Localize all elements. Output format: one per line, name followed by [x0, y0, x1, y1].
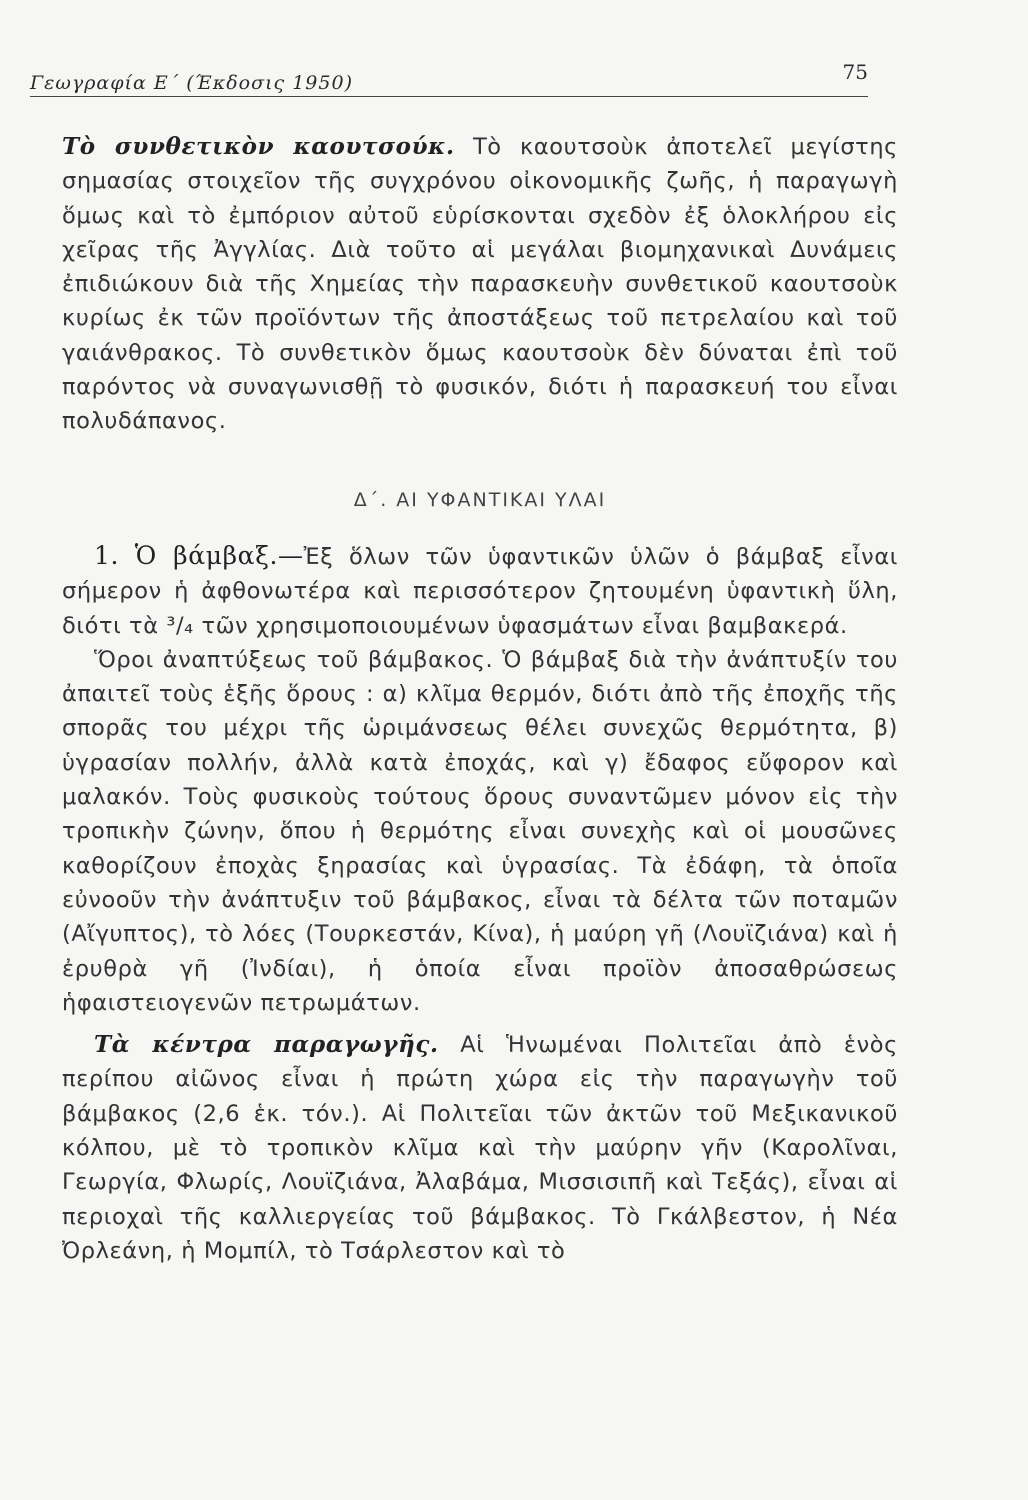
cotton-intro-paragraph	[62, 539, 898, 643]
synthetic-rubber-paragraph	[62, 130, 898, 439]
page-number: 75	[842, 60, 868, 84]
cotton-intro-text: Ἐξ ὅλων τῶν ὑφαντικῶν ὑλῶν ὁ βάμβαξ εἶναι σήμερον ἡ ἀφθονωτέρα καὶ περισσότερον ζητουμένη ὑφαντικὴ ὕλη, διότι τὰ ³/₄ τῶν χρησιμοποιουμένων ὑφασμάτων εἶναι βαμβακερά.	[62, 543, 898, 639]
cotton-title: Ὁ βάμβαξ.—	[134, 540, 304, 570]
cotton-conditions-paragraph: Ὅροι ἀναπτύξεως τοῦ βάμβακος. Ὁ βάμβαξ διὰ τὴν ἀνάπτυξίν του ἀπαιτεῖ τοὺς ἑξῆς ὅρους : α) κλῖμα θερμόν, διότι ἀπὸ τῆς ἐποχῆς τῆς σπορᾶς του μέχρι τῆς ὡριμάνσεως θέλει συνεχῶς θερμότητα, β) ὑγρασίαν πολλήν, ἀλλὰ κατὰ ἐποχάς, καὶ γ) ἔδαφος εὔφορον καὶ μαλακόν. Τοὺς φυσικοὺς τούτους ὅρους συναντῶμεν μόνον εἰς τὴν τροπικὴν ζώνην, ὅπου ἡ θερμότης εἶναι συνεχὴς καὶ οἱ μουσῶνες καθορίζουν ἐποχὰς ξηρασίας καὶ ὑγρασίας. Τὰ ἐδάφη, τὰ ὁποῖα εὐνοοῦν τὴν ἀνάπτυξιν τοῦ βάμβακος, εἶναι τὰ δέλτα τῶν ποταμῶν (Αἴγυπτος), τὸ λόες (Τουρκεστάν, Κίνα), ἡ μαύρη γῆ (Λουϊζιάνα) καὶ ἡ ἐρυθρὰ γῆ (Ἰνδίαι), ἡ ὁποία εἶναι προϊὸν ἀποσαθρώσεως ἡφαιστειογενῶν πετρωμάτων.	[62, 646, 898, 1016]
section-heading: Δ΄. ΑΙ ΥΦΑΝΤΙΚΑΙ ΥΛΑΙ	[353, 488, 607, 511]
page-header	[30, 60, 868, 97]
production-paragraph	[62, 1028, 898, 1268]
cotton-number: 1.	[94, 540, 120, 570]
production-heading: Τὰ κέντρα παραγωγῆς.	[94, 1031, 439, 1059]
synthetic-rubber-heading: Τὸ συνθετικὸν καουτσούκ.	[62, 133, 455, 160]
running-title: Γεωγραφία Ε΄ (Έκδοσις 1950)	[30, 72, 353, 94]
synthetic-rubber-text: Τὸ καουτσοὺκ ἀποτελεῖ μεγίστης σημασίας στοιχεῖον τῆς συγχρόνου οἰκονομικῆς ζωῆς, ἡ παραγωγὴ ὅμως καὶ τὸ ἐμπόριον αὐτοῦ εὑρίσκονται σχεδὸν ἐξ ὁλοκλήρου εἰς χεῖρας τῆς Ἀγγλίας. Διὰ τοῦτο αἱ μεγάλαι βιομηχανικαὶ Δυνάμεις ἐπιδιώκουν διὰ τῆς Χημείας τὴν παρασκευὴν συνθετικοῦ καουτσοὺκ κυρίως ἐκ τῶν προϊόντων τῆς ἀποστάξεως τοῦ πετρελαίου καὶ τοῦ γαιάνθρακος. Τὸ συνθετικὸν ὅμως καουτσοὺκ δὲν δύναται ἐπὶ τοῦ παρόντος νὰ συναγωνισθῇ τὸ φυσικόν, διότι ἡ παρασκευή του εἶναι πολυδάπανος.	[62, 134, 898, 435]
page-body	[62, 130, 898, 1268]
production-text: Αἱ Ἡνωμέναι Πολιτεῖαι ἀπὸ ἑνὸς περίπου αἰῶνος εἶναι ἡ πρώτη χώρα εἰς τὴν παραγωγὴν τοῦ βάμβακος (2,6 ἑκ. τόν.). Αἱ Πολιτεῖαι τῶν ἀκτῶν τοῦ Μεξικανικοῦ κόλπου, μὲ τὸ τροπικὸν κλῖμα καὶ τὴν μαύρην γῆν (Καρολῖναι, Γεωργία, Φλωρίς, Λουϊζιάνα, Ἀλαβάμα, Μισσισιπῆ καὶ Τεξάς), εἶναι αἱ περιοχαὶ τῆς καλλιεργείας τοῦ βάμβακος. Τὸ Γκάλβεστον, ἡ Νέα Ὀρλεάνη, ἡ Μομπίλ, τὸ Τσάρλεστον καὶ τὸ	[62, 1032, 898, 1264]
